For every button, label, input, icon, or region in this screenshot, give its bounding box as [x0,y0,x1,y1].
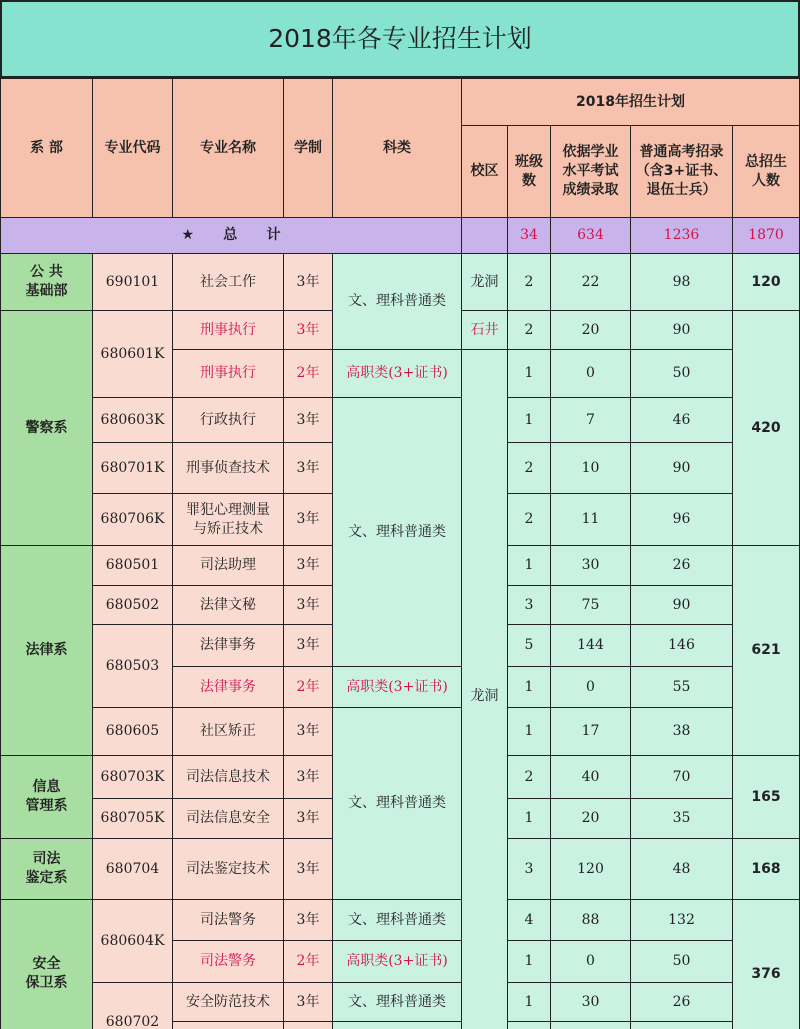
classes-cell: 2 [507,253,551,311]
duration-cell: 3年 [283,899,333,941]
duration-cell: 2年 [283,666,333,708]
code-cell: 680503 [92,624,173,708]
code-cell: 680706K [92,493,173,546]
dept-total-cell: 165 [732,755,800,839]
category-cell: 高职类(3+证书) [332,666,462,708]
test-admission-cell: 88 [550,899,631,941]
classes-cell: 4 [507,899,551,941]
major-name-cell: 罪犯心理测量 与矫正技术 [172,493,284,546]
gaokao-admission-cell: 70 [630,755,733,799]
classes-cell: 1 [507,349,551,398]
test-admission-cell: 7 [550,397,631,443]
gaokao-admission-cell: 132 [630,899,733,941]
code-cell: 680605 [92,707,173,756]
test-admission-cell: 120 [550,838,631,900]
gaokao-admission-cell: 35 [630,798,733,839]
test-admission-cell: 40 [550,755,631,799]
gaokao-admission-cell: 26 [630,545,733,586]
department-cell: 安全 保卫系 [0,899,93,1029]
gaokao-admission-cell: 90 [630,442,733,494]
classes-cell: 3 [507,838,551,900]
gaokao-admission-cell: 98 [630,253,733,311]
classes-cell [507,1021,551,1029]
campus-cell: 龙洞 [461,253,508,311]
test-admission-cell: 30 [550,545,631,586]
duration-cell: 3年 [283,982,333,1022]
header-classes: 班级 数 [507,125,551,218]
campus-cell: 石井 [461,310,508,350]
classes-cell: 2 [507,755,551,799]
duration-cell: 3年 [283,310,333,350]
major-name-cell: 司法信息技术 [172,755,284,799]
code-cell: 680603K [92,397,173,443]
major-name-cell: 刑事执行 [172,310,284,350]
classes-cell: 2 [507,442,551,494]
major-name-cell: 司法助理 [172,545,284,586]
code-cell: 680501 [92,545,173,586]
totals-total: 1870 [732,217,800,254]
department-cell: 司法 鉴定系 [0,838,93,900]
major-name-cell [172,1021,284,1029]
test-admission-cell: 0 [550,666,631,708]
duration-cell: 3年 [283,707,333,756]
totals-test-admission: 634 [550,217,631,254]
category-cell: 高职类(3+证书) [332,940,462,983]
test-admission-cell: 75 [550,585,631,625]
gaokao-admission-cell: 96 [630,493,733,546]
header-name: 专业名称 [172,78,284,218]
code-cell: 680502 [92,585,173,625]
classes-cell: 2 [507,310,551,350]
code-cell: 680703K [92,755,173,799]
duration-cell: 3年 [283,442,333,494]
classes-cell: 1 [507,397,551,443]
department-cell: 法律系 [0,545,93,756]
category-cell [332,1021,462,1029]
major-name-cell: 法律事务 [172,624,284,667]
classes-cell: 3 [507,585,551,625]
header-total: 总招生 人数 [732,125,800,218]
code-cell: 690101 [92,253,173,311]
classes-cell: 1 [507,982,551,1022]
category-cell: 文、理科普通类 [332,982,462,1022]
gaokao-admission-cell: 90 [630,310,733,350]
major-name-cell: 司法警务 [172,899,284,941]
duration-cell: 3年 [283,798,333,839]
gaokao-admission-cell: 90 [630,585,733,625]
major-name-cell: 司法警务 [172,940,284,983]
major-name-cell: 社区矫正 [172,707,284,756]
code-cell: 680702 [92,982,173,1029]
gaokao-admission-cell: 146 [630,624,733,667]
major-name-cell: 法律文秘 [172,585,284,625]
test-admission-cell: 10 [550,442,631,494]
test-admission-cell: 0 [550,349,631,398]
gaokao-admission-cell: 55 [630,666,733,708]
page-title: 2018年各专业招生计划 [0,0,800,78]
header-campus: 校区 [461,125,508,218]
department-cell: 警察系 [0,310,93,546]
duration-cell: 2年 [283,349,333,398]
classes-cell: 1 [507,666,551,708]
category-cell: 高职类(3+证书) [332,349,462,398]
dept-total-cell: 621 [732,545,800,756]
duration-cell [283,1021,333,1029]
classes-cell: 2 [507,493,551,546]
dept-total-cell: 120 [732,253,800,311]
major-name-cell: 刑事侦查技术 [172,442,284,494]
dept-total-cell: 376 [732,899,800,1029]
classes-cell: 1 [507,545,551,586]
test-admission-cell: 17 [550,707,631,756]
totals-gaokao-admission: 1236 [630,217,733,254]
totals-label: ★ 总 计 [0,217,462,254]
dept-total-cell: 420 [732,310,800,546]
gaokao-admission-cell [630,1021,733,1029]
test-admission-cell: 0 [550,940,631,983]
major-name-cell: 司法信息安全 [172,798,284,839]
duration-cell: 3年 [283,253,333,311]
header-department: 系 部 [0,78,93,218]
test-admission-cell: 20 [550,798,631,839]
major-name-cell: 法律事务 [172,666,284,708]
department-cell: 公 共 基础部 [0,253,93,311]
header-category: 科类 [332,78,462,218]
test-admission-cell [550,1021,631,1029]
gaokao-admission-cell: 46 [630,397,733,443]
dept-total-cell: 168 [732,838,800,900]
code-cell: 680705K [92,798,173,839]
category-cell: 文、理科普通类 [332,899,462,941]
classes-cell: 5 [507,624,551,667]
code-cell: 680604K [92,899,173,983]
major-name-cell: 司法鉴定技术 [172,838,284,900]
major-name-cell: 社会工作 [172,253,284,311]
category-cell: 文、理科普通类 [332,707,462,900]
totals-classes: 34 [507,217,551,254]
header-gaokao-admission: 普通高考招录 （含3+证书、 退伍士兵） [630,125,733,218]
category-cell: 文、理科普通类 [332,397,462,667]
test-admission-cell: 22 [550,253,631,311]
category-cell: 文、理科普通类 [332,253,462,350]
classes-cell: 1 [507,798,551,839]
test-admission-cell: 144 [550,624,631,667]
classes-cell: 1 [507,707,551,756]
campus-cell: 龙洞 [461,349,508,1029]
test-admission-cell: 20 [550,310,631,350]
duration-cell: 3年 [283,755,333,799]
duration-cell: 3年 [283,624,333,667]
duration-cell: 3年 [283,397,333,443]
header-plan-group: 2018年招生计划 [461,78,800,126]
gaokao-admission-cell: 26 [630,982,733,1022]
gaokao-admission-cell: 50 [630,940,733,983]
major-name-cell: 安全防范技术 [172,982,284,1022]
header-test-admission: 依据学业 水平考试 成绩录取 [550,125,631,218]
totals-campus [461,217,508,254]
header-code: 专业代码 [92,78,173,218]
gaokao-admission-cell: 48 [630,838,733,900]
major-name-cell: 行政执行 [172,397,284,443]
gaokao-admission-cell: 38 [630,707,733,756]
duration-cell: 3年 [283,545,333,586]
duration-cell: 3年 [283,585,333,625]
test-admission-cell: 11 [550,493,631,546]
duration-cell: 3年 [283,838,333,900]
duration-cell: 3年 [283,493,333,546]
duration-cell: 2年 [283,940,333,983]
code-cell: 680701K [92,442,173,494]
major-name-cell: 刑事执行 [172,349,284,398]
classes-cell: 1 [507,940,551,983]
header-duration: 学制 [283,78,333,218]
code-cell: 680601K [92,310,173,398]
code-cell: 680704 [92,838,173,900]
gaokao-admission-cell: 50 [630,349,733,398]
department-cell: 信息 管理系 [0,755,93,839]
test-admission-cell: 30 [550,982,631,1022]
